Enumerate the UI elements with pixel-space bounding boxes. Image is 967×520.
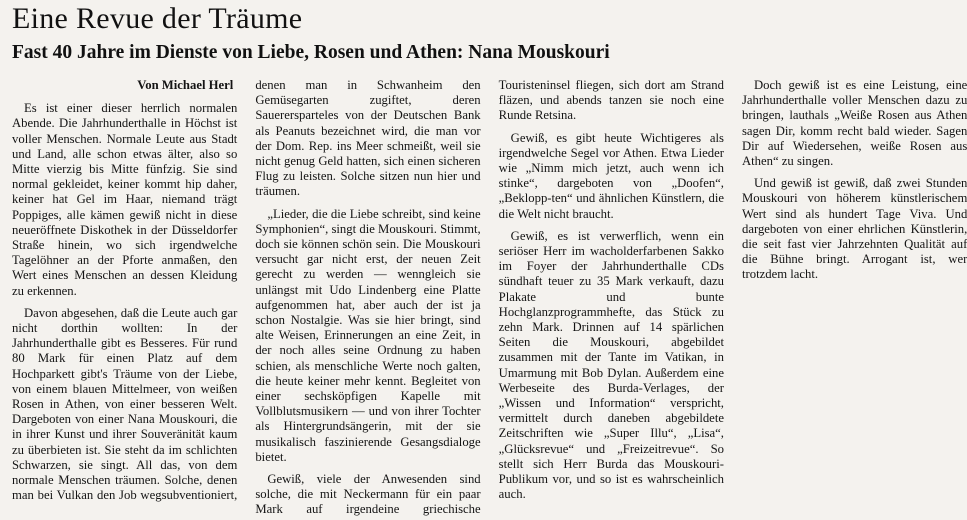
article-paragraph: Gewiß, es gibt heute Wichtigeres als irgendwelche Segel vor Athen. Etwa Lieder wie „Nimm mich jetzt, auch wenn ich stinke“, dargeboten von „Doofen“, „Beklopp-ten“ und ähnlichen Künstlern, die die Welt nicht braucht. bbox=[498, 130, 724, 221]
article-paragraph: Gewiß, es ist verwerflich, wenn ein seriöser Herr im wacholderfarbenen Sakko im Foyer der Jahrhunderthalle CDs sündhaft teuer zu 35 Mark verkauft, dazu Plakate und bunte Hochglanzprogrammhefte, das Stück zu zehn Mark. Drinnen auf 14 spärlichen Seiten die Mouskouri, abgebildet zusammen mit der Tante im Vatikan, in Umarmung mit Bob Dylan. Außerdem eine Werbeseite des Burda-Verlages, der „Wissen und Information“ verspricht, vermittelt durch daneben abgebildete Zeitschriften wie „Super Illu“, „Lisa“, „Glücksrevue“ und „Freizeitrevue“. So stellt sich Herr Burda das Mouskouri-Publikum vor, und so ist es wahrscheinlich auch. bbox=[498, 228, 724, 502]
article-subheadline: Fast 40 Jahre im Dienste von Liebe, Rosen und Athen: Nana Mouskouri bbox=[12, 42, 610, 63]
article-paragraph: Und gewiß ist gewiß, daß zwei Stunden Mouskouri von höherem künstlerischem Wert sind als hundert Tage Viva. Und dargeboten von einer ehrlichen Künstlerin, die seit fast vier Jahrzehnten Qualität auf die Bühne bringt. Arrogant ist, wer trotzdem lacht. bbox=[741, 176, 967, 282]
article-headline: Eine Revue der Träume bbox=[12, 2, 303, 35]
article-paragraph: „Lieder, die die Liebe schreibt, sind keine Symphonien“, singt die Mouskouri. Stimmt, doch sie können schön sein. Die Mouskouri versucht gar nicht erst, der neuen Zeit gerecht zu werden — wenngleich sie unlängst mit Udo Lindenberg eine Platte aufgenommen hat, aber auch der ist ja schon Nostalgie. Was sie hier bringt, sind alte Weisen, Erinnerungen an eine Zeit, in der noch alles seine Ordnung zu haben schien, als menschliche Werte noch galten, die heute keiner mehr kennt. Begleitet von einer sechsköpfigen Kapelle mit Vollblutsmusikern — und von ihrer Tochter als Hintergrundsängerin, mit der sie musikalisch faszinierende Gesangsdialoge bietet. bbox=[255, 206, 481, 464]
article-paragraph: Es ist einer dieser herrlich normalen Abende. Die Jahrhunderthalle in Höchst ist voller Menschen. Normale Leute aus Stadt und Land, alle schon etwas älter, also so Mitte vierzig bis Mitte fünfzig. Sie sind normal gekleidet, keiner kommt hip daher, keiner hat Gel im Haar, niemand trägt Poppiges, alle kämen gewiß nicht in diese neueröffnete Diskothek in der Düsseldorfer Straße hinein, wo sich irgendwelche Tagelöhner an der Pforte anmaßen, den Wert eines Menschen an dessen Kleidung zu erkennen. bbox=[12, 101, 238, 298]
article-paragraph: Gewiß, viele der Anwesenden sind solche, die mit Neckermann für ein paar Mark auf irgendeine griechische Touristeninsel fliegen, sich dort am Strand fläzen, und abends tanzen sie noch eine Runde Retsina. bbox=[255, 78, 724, 517]
article-paragraph: Davon abgesehen, daß die Leute auch gar nicht dorthin wollten: In der Jahrhunderthalle gibt es Besseres. Für rund 80 Mark für einen Platz auf dem Hochparkett gibt's Träume von der Liebe, von einem blauen Mittelmeer, von weißen Rosen in Athen, von einer besseren Welt. Dargeboten von einer Nana Mouskouri, die in ihrer Kunst und ihrer Souveränität kaum zu überbieten ist. Sie steht da im schlichten Schwarzen, sie singt. All das, von dem normale Menschen träumen. Solche, denen man bei Vulkan den Job wegsubventioniert, denen man in Schwanheim den Gemüsegarten zugiftet, deren Sauerersparteles von der Deutschen Bank als Peanuts bezeichnet wird, die man vor der Dom. Rep. ins Meer schmeißt, weil sie nicht genug Geld hatten, sich einen sicheren Flug zu leisten. Solche sitzen nun hier und träumen. bbox=[12, 78, 481, 503]
article-body bbox=[12, 78, 967, 518]
article-paragraph: Doch gewiß ist es eine Leistung, eine Jahrhunderthalle voller Menschen dazu zu bringen, lauthals „Weiße Rosen aus Athen sagen Dir, komm recht bald wieder. Sagen Dir auf Wiedersehen, weiße Rosen aus Athen“ zu singen. bbox=[741, 78, 967, 169]
article-byline: Von Michael Herl bbox=[137, 78, 234, 92]
